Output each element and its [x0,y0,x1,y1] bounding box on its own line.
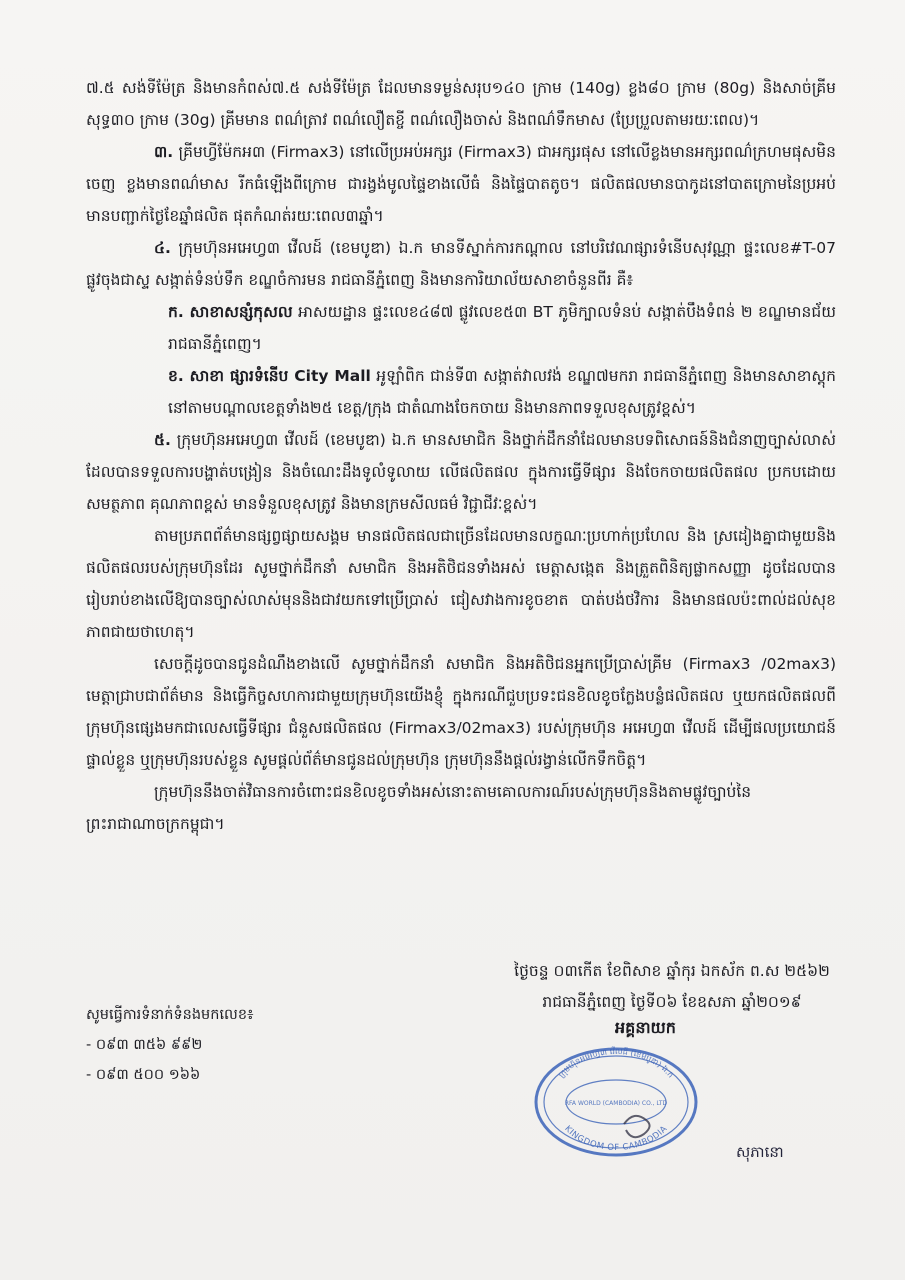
paragraph-3-text: គ្រីមហ្វីម៉ែកអ៣ (Firmax3) នៅលើប្រអប់អក្សរ (Firmax3) ជាអក្សរផុស នៅលើខ្លងមានអក្សរពណ៌ក្រហមផុសមិនចេញ ខ្លងមានពណ៌មាស រីកធំឡើងពីក្រោម ជារង្វង់មូលផ្ទៃខាងលើធំ និងផ្ទៃបាតតូច។ ផលិតផលមានបាកូដនៅបាតក្រោមនៃប្រអប់ មានបញ្ជាក់ថ្ងៃខែឆ្នាំផលិត ផុតកំណត់រយៈពេល៣ឆ្នាំ។ [86,143,836,225]
signatory-title: អគ្គនាយក [615,1018,676,1037]
stamp-top-text: ក្រុមហ៊ុនអអេហ្វ៣ វើលដ៍ (ខេមបូឌា) ឯ.ក [556,1046,676,1080]
contact-block [86,1000,406,1090]
phone-1: - ០៩៣ ៣៥៦ ៩៩២ [86,1037,203,1053]
branch-a-label: ក. សាខាសន្សំកុសល [168,303,293,321]
signature-stroke-icon [624,1116,650,1137]
branch-b [86,360,836,424]
svg-text:ក្រុមហ៊ុនអអេហ្វ៣ វើលដ៍ (ខេមបូឌ [557,1046,676,1080]
date-block [472,956,872,1018]
branch-a [86,296,836,360]
paragraph-4-label: ៤. [154,239,171,257]
company-stamp [532,1040,700,1158]
paragraph-1: ៧.៥ សង់ទីម៉ែត្រ និងមានកំពស់៧.៥ សង់ទីម៉ែត្រ ដែលមានទម្ងន់សរុប១៤០ ក្រាម (140g) ខ្លង៨០ ក្រាម (80g) និងសាច់គ្រីមសុទ្ធ៣០ ក្រាម (30g) គ្រីមមាន ពណ៌ត្រាវ ពណ៌លឿតខ្ចី ពណ៌លឿងចាស់ និងពណ៌ទឹកមាស (ប្រែប្រួលតាមរយៈពេល)។ [86,79,836,129]
paragraph-legal: ក្រុមហ៊ុននឹងចាត់វិធានការចំពោះជនខិលខូចទាំងអស់នោះតាមគោលការណ៍របស់ក្រុមហ៊ុននិងតាមផ្លូវច្បាប់នៃព្រះរាជាណាចក្រកម្ពុជា។ [86,783,752,833]
branch-b-label: ខ. សាខា ផ្សារទំនើប City Mall [168,367,371,385]
lunar-date: ថ្ងៃចន្ទ ០៣កើត ខែពិសាខ ឆ្នាំកុរ ឯកស័ក ព.ស ២៥៦២ [514,962,830,980]
contact-heading: សូមធ្វើការទំនាក់ទំនងមកលេខ៖ [86,1007,254,1023]
paragraph-3 [86,136,836,232]
paragraph-3-label: ៣. [154,143,174,161]
paragraph-social: តាមប្រភពព័ត៌មានផ្សព្វផ្សាយសង្គម មានផលិតផលជាច្រើនដែលមានលក្ខណៈប្រហាក់ប្រហែល និង ស្រដៀងគ្នាជាមួយនិងផលិតផលរបស់ក្រុមហ៊ុនដែរ សូមថ្នាក់ដឹកនាំ សមាជិក និងអតិថិជនទាំងអស់ មេត្តាសង្កេត និងត្រួតពិនិត្យផ្លាកសញ្ញា ដូចដែលបានរៀបរាប់ខាងលើឱ្យបានច្បាស់លាស់មុននិងជាវយកទៅប្រើប្រាស់ ជៀសវាងការខូចខាត បាត់បង់ថវិការ និងមានផលប៉ះពាល់ដល់សុខភាពជាយថាហេតុ។ [86,527,836,641]
paragraph-5-label: ៥. [154,431,171,449]
branch-a-text: អាសយដ្ឋាន ផ្ទះលេខ៤៨៧ ផ្លូវលេខ៥៣ BT ភូមិក្បាលទំនប់ សង្កាត់បឹងទំពន់ ២ ខណ្ឌមានជ័យ រាជធានីភ្នំពេញ។ [168,303,836,353]
stamp-center-text: RFA WORLD (CAMBODIA) CO., LTD [564,1100,668,1107]
paragraph-4-text: ក្រុមហ៊ុនអអេហ្វ៣ វើលដ៍ (ខេមបូឌា) ឯ.ក មានទីស្នាក់ការកណ្តាល នៅបរិវេណផ្សារទំនើបសុវណ្ណា ផ្ទះលេខ#T-07 ផ្លូវចុងជាស្ទ សង្កាត់ទំនប់ទឹក ខណ្ឌចំការមន រាជធានីភ្នំពេញ និងមានការិយាល័យសាខាចំនួនពីរ គឺ៖ [86,239,837,289]
solar-date: រាជធានីភ្នំពេញ ថ្ងៃទី០៦ ខែឧសភា ឆ្នាំ២០១៩ [542,993,802,1011]
paragraph-notice: សេចក្តីដូចបានជូនដំណឹងខាងលើ សូមថ្នាក់ដឹកនាំ សមាជិក និងអតិថិជនអ្នកប្រើប្រាស់គ្រីម (Firmax3 /02max3) មេត្តាជ្រាបជាព័ត៌មាន និងធ្វើកិច្ចសហការជាមួយក្រុមហ៊ុនយើងខ្ញុំ ក្នុងករណីជួបប្រទះជនខិលខូចក្លែងបន្លំផលិតផល ឬយកផលិតផលពីក្រុមហ៊ុនផ្សេងមកជាលេសធ្វើទីផ្សារ ជំនួសផលិតផល (Firmax3/02max3) របស់ក្រុមហ៊ុន អអេហ្វ៣ វើលដ៍ ដើម្បីផលប្រយោជន៍ផ្ទាល់ខ្លួន ឬក្រុមហ៊ុនរបស់ខ្លួន សូមផ្តល់ព័ត៌មានជូនដល់ក្រុមហ៊ុន ក្រុមហ៊ុននឹងផ្តល់រង្វាន់លើកទឹកចិត្ត។ [86,655,836,769]
stamp-bottom-text: KINGDOM OF CAMBODIA [562,1123,670,1154]
paragraph-5 [86,424,836,520]
letter-body [86,72,836,840]
paragraph-4 [86,232,836,296]
branch-b-text: អូឡាំពិក ជាន់ទី៣ សង្កាត់វាលវង់ ខណ្ឌ៧មករា រាជធានីភ្នំពេញ និងមានសាខាស្តុកនៅតាមបណ្តាលខេត្តទាំង២៥ ខេត្ត/ក្រុង ជាតំណាងចែកចាយ និងមានភាពទទួលខុសត្រូវខ្ពស់។ [168,367,836,417]
phone-2: - ០៩៣ ៥០០ ១៦៦ [86,1067,201,1083]
signatory-name: សុភានោ [736,1143,784,1161]
paragraph-5-text: ក្រុមហ៊ុនអអេហ្វ៣ វើលដ៍ (ខេមបូឌា) ឯ.ក មានសមាជិក និងថ្នាក់ដឹកនាំដែលមានបទពិសោធន៍និងជំនាញច្បាស់លាស់ ដែលបានទទួលការបង្ហាត់បង្រៀន និងចំណេះដឹងទូលំទូលាយ លើផលិតផល ក្នុងការធ្វើទីផ្សារ និងចែកចាយផលិតផល ប្រកបដោយសមត្ថភាព គុណភាពខ្ពស់ មានទំនួលខុសត្រូវ និងមានក្រមសីលធម៌ វិជ្ជាជីវៈខ្ពស់។ [86,431,836,513]
